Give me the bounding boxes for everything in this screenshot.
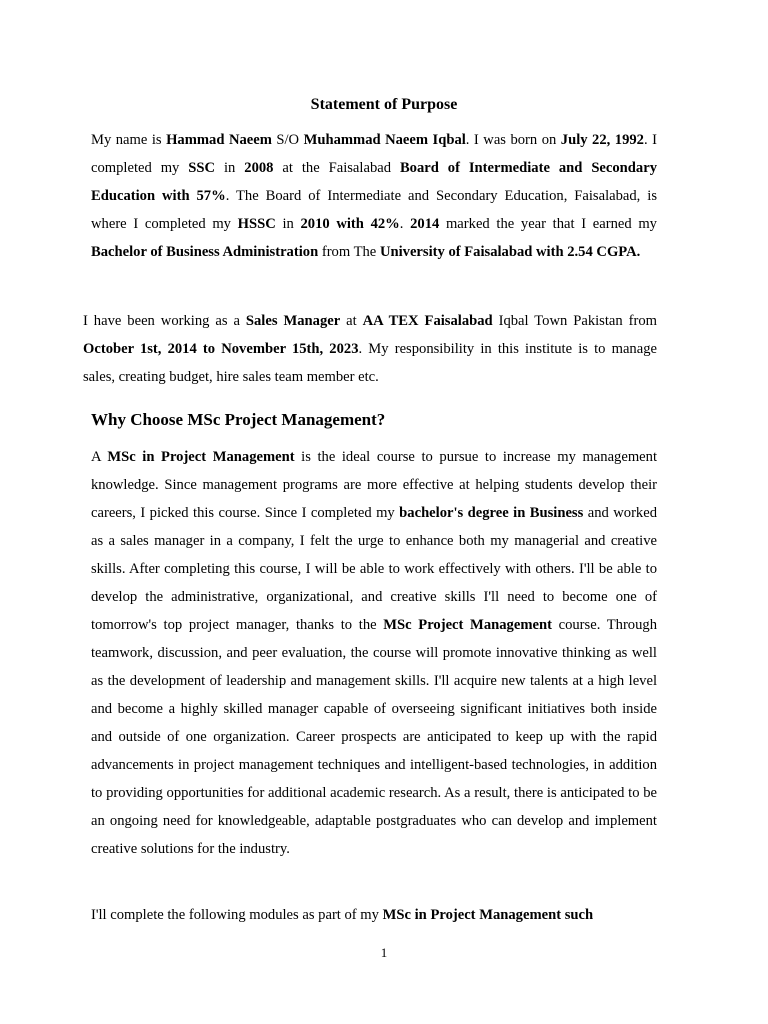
bold-text-run: 2008 <box>244 160 274 176</box>
bold-text-run: University of Faisalabad with 2.54 CGPA. <box>379 244 641 260</box>
page-number: 1 <box>380 945 388 960</box>
text-run: in <box>215 160 245 176</box>
text-run: from The <box>318 244 380 260</box>
text-run: A <box>91 449 108 465</box>
section-heading: Why Choose MSc Project Management? <box>91 410 386 429</box>
text-run: at <box>340 313 363 329</box>
modules-paragraph <box>91 901 691 929</box>
text-run: . The Board of Intermediate and Secondary Education, Faisalabad, is where I completed my <box>91 188 658 232</box>
bold-text-run: Hammad Naeem <box>166 132 272 148</box>
text-run: course. Through teamwork, discussion, and peer evaluation, the course will promote innovative thinking as well as the development of leadership and management skills. I'll acquire new talents at a high level and become a highly skilled manager capable of overseeing significant initiatives both inside and outside of one organization. Career prospects are anticipated to keep up with the rapid advancements in project management techniques and intelligent-based technologies, in addition to providing opportunities for additional academic research. As a result, there is anticipated to be an ongoing need for knowledgeable, adaptable postgraduates who can develop and implement creative solutions for the industry. <box>91 617 657 857</box>
text-run: in <box>275 216 301 232</box>
text-run: . I was born on <box>465 132 561 148</box>
text-run: My name is <box>91 132 167 148</box>
text-run: is the ideal course to pursue to increase my management knowledge. Since management programs are more effective at helping students develop their careers, I picked this course. Since I completed my <box>91 449 657 521</box>
bold-text-run: Bachelor of Business Administration <box>91 244 319 260</box>
bold-text-run: 2010 with 42% <box>300 216 400 232</box>
bold-text-run: 2014 <box>410 216 440 232</box>
text-run: . <box>399 216 411 232</box>
text-run: . I completed my <box>91 132 657 176</box>
bold-text-run: bachelor's degree in Business <box>399 505 584 521</box>
bold-text-run: July 22, 1992 <box>560 132 644 148</box>
bold-text-run: Sales Manager <box>245 313 341 329</box>
bold-text-run: Muhammad Naeem Iqbal <box>303 132 466 148</box>
text-run: I'll complete the following modules as part of my <box>91 907 383 923</box>
work-experience-paragraph <box>83 307 657 391</box>
text-run: and worked as a sales manager in a company, I felt the urge to enhance both my managerial and creative skills. After completing this course, I will be able to work effectively with others. I'll be able to develop the administrative, organizational, and creative skills I'll need to become one of tomorrow's top project manager, thanks to the <box>91 505 658 633</box>
text-run: at the Faisalabad <box>273 160 400 176</box>
bold-text-run: MSc Project Management <box>383 617 552 633</box>
text-run: Iqbal Town Pakistan from <box>492 313 657 329</box>
bold-text-run: Board of Intermediate and Secondary Education with 57% <box>91 160 657 204</box>
bold-text-run: MSc in Project Management <box>107 449 295 465</box>
bold-text-run: SSC <box>188 160 216 176</box>
text-run: . My responsibility in this institute is to manage sales, creating budget, hire sales team member etc. <box>83 341 657 385</box>
bold-text-run: AA TEX Faisalabad <box>362 313 493 329</box>
document-title: Statement of Purpose <box>310 96 458 113</box>
bold-text-run: HSSC <box>237 216 276 232</box>
bold-text-run: October 1st, 2014 to November 15th, 2023 <box>83 341 359 357</box>
why-choose-paragraph <box>91 443 657 863</box>
bold-text-run: MSc in Project Management such <box>382 907 594 923</box>
text-run: I have been working as a <box>83 313 246 329</box>
text-run: S/O <box>271 132 304 148</box>
text-run: marked the year that I earned my <box>439 216 657 232</box>
intro-paragraph <box>91 126 657 266</box>
